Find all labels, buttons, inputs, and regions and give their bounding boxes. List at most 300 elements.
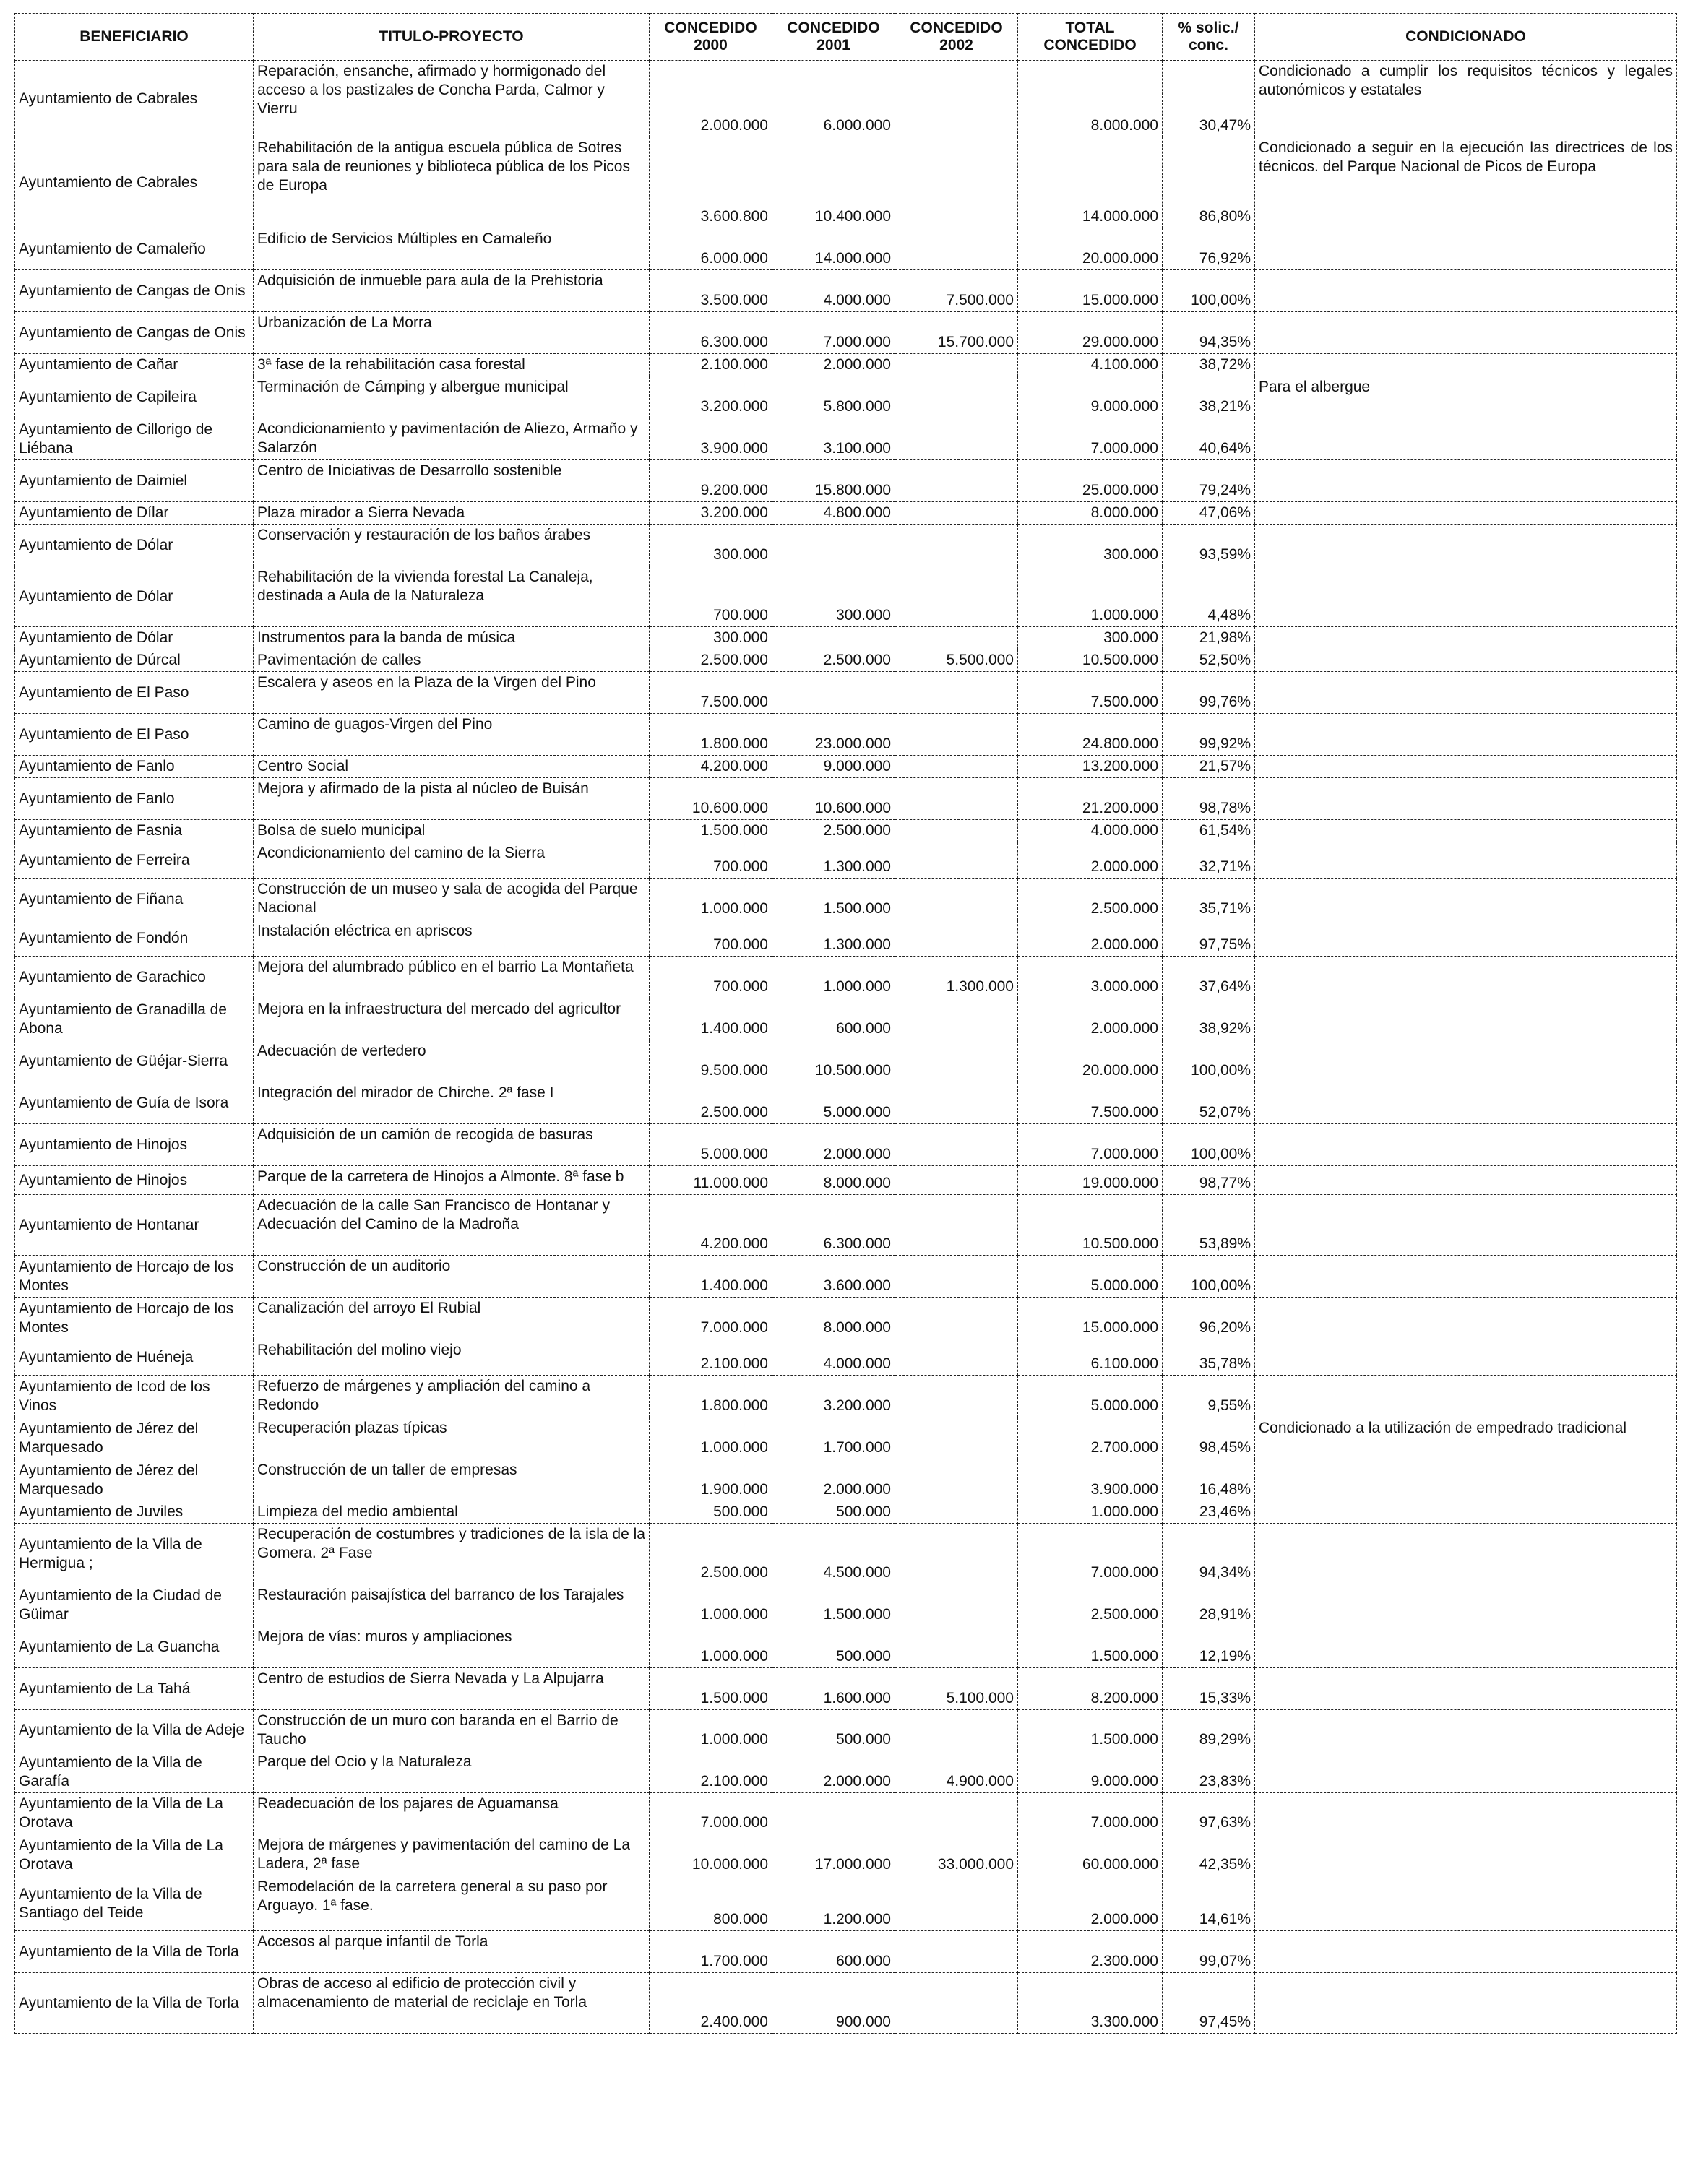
concedido-2001-cell: 1.500.000 [772, 879, 895, 920]
total-concedido-cell: 29.000.000 [1018, 312, 1163, 354]
project-title-cell: Remodelación de la carretera general a su paso por Arguayo. 1ª fase. [254, 1876, 650, 1931]
beneficiary-cell: Ayuntamiento de la Villa de Garafía [15, 1751, 254, 1793]
pct-solic-conc-cell: 21,57% [1163, 756, 1255, 778]
condicionado-cell [1255, 1668, 1677, 1710]
concedido-2002-cell [895, 1584, 1018, 1626]
condicionado-cell [1255, 820, 1677, 842]
pct-solic-conc-cell: 93,59% [1163, 525, 1255, 566]
total-concedido-cell: 1.000.000 [1018, 1501, 1163, 1524]
project-title-cell: Mejora y afirmado de la pista al núcleo de Buisán [254, 778, 650, 820]
concedido-2002-cell [895, 1793, 1018, 1834]
total-concedido-cell: 7.000.000 [1018, 1124, 1163, 1166]
condicionado-cell [1255, 1124, 1677, 1166]
concedido-2002-cell [895, 1501, 1018, 1524]
concedido-2002-cell: 1.300.000 [895, 957, 1018, 998]
concedido-2001-cell: 6.300.000 [772, 1195, 895, 1256]
beneficiary-cell: Ayuntamiento de Fanlo [15, 778, 254, 820]
total-concedido-cell: 2.000.000 [1018, 998, 1163, 1040]
pct-solic-conc-cell: 98,77% [1163, 1166, 1255, 1195]
pct-solic-conc-cell: 94,35% [1163, 312, 1255, 354]
beneficiary-cell: Ayuntamiento de la Ciudad de Güimar [15, 1584, 254, 1626]
table-row [15, 566, 1677, 627]
concedido-2001-cell: 500.000 [772, 1626, 895, 1668]
concedido-2002-cell: 4.900.000 [895, 1751, 1018, 1793]
beneficiary-cell: Ayuntamiento de Cillorigo de Liébana [15, 418, 254, 460]
pct-solic-conc-cell: 21,98% [1163, 627, 1255, 649]
concedido-2000-cell: 700.000 [650, 566, 772, 627]
total-concedido-cell: 15.000.000 [1018, 270, 1163, 312]
condicionado-cell [1255, 1973, 1677, 2034]
project-title-cell: Conservación y restauración de los baños árabes [254, 525, 650, 566]
project-title-cell: Centro de Iniciativas de Desarrollo sostenible [254, 460, 650, 502]
pct-solic-conc-cell: 38,92% [1163, 998, 1255, 1040]
table-row [15, 1524, 1677, 1584]
pct-solic-conc-cell: 9,55% [1163, 1376, 1255, 1417]
condicionado-cell [1255, 270, 1677, 312]
beneficiary-cell: Ayuntamiento de Cangas de Onis [15, 270, 254, 312]
table-row [15, 920, 1677, 957]
project-title-cell: Mejora de vías: muros y ampliaciones [254, 1626, 650, 1668]
project-title-cell: Rehabilitación del molino viejo [254, 1339, 650, 1376]
total-concedido-cell: 7.500.000 [1018, 1082, 1163, 1124]
pct-solic-conc-cell: 100,00% [1163, 1256, 1255, 1298]
project-title-cell: Mejora en la infraestructura del mercado del agricultor [254, 998, 650, 1040]
concedido-2001-cell: 5.000.000 [772, 1082, 895, 1124]
concedido-2001-cell: 2.000.000 [772, 354, 895, 376]
project-title-cell: Construcción de un muro con baranda en el Barrio de Taucho [254, 1710, 650, 1751]
table-row [15, 1124, 1677, 1166]
project-title-cell: Instalación eléctrica en apriscos [254, 920, 650, 957]
concedido-2001-cell: 4.500.000 [772, 1524, 895, 1584]
concedido-2002-cell [895, 61, 1018, 137]
table-row [15, 1834, 1677, 1876]
project-title-cell: Adquisición de inmueble para aula de la Prehistoria [254, 270, 650, 312]
document-page [14, 13, 1676, 2170]
concedido-2000-cell: 1.000.000 [650, 1584, 772, 1626]
total-concedido-cell: 21.200.000 [1018, 778, 1163, 820]
project-title-cell: Adquisición de un camión de recogida de basuras [254, 1124, 650, 1166]
pct-solic-conc-cell: 99,07% [1163, 1931, 1255, 1973]
total-concedido-cell: 9.000.000 [1018, 376, 1163, 418]
pct-solic-conc-cell: 42,35% [1163, 1834, 1255, 1876]
project-title-cell: Canalización del arroyo El Rubial [254, 1298, 650, 1339]
concedido-2000-cell: 3.200.000 [650, 502, 772, 525]
concedido-2002-cell [895, 672, 1018, 714]
beneficiary-cell: Ayuntamiento de Fiñana [15, 879, 254, 920]
project-title-cell: Acondicionamiento y pavimentación de Aliezo, Armaño y Salarzón [254, 418, 650, 460]
total-concedido-cell: 7.000.000 [1018, 418, 1163, 460]
project-title-cell: Instrumentos para la banda de música [254, 627, 650, 649]
concedido-2000-cell: 1.500.000 [650, 1668, 772, 1710]
pct-solic-conc-cell: 12,19% [1163, 1626, 1255, 1668]
concedido-2000-cell: 700.000 [650, 957, 772, 998]
concedido-2000-cell: 300.000 [650, 627, 772, 649]
condicionado-cell [1255, 649, 1677, 672]
concedido-2001-cell: 2.000.000 [772, 1459, 895, 1501]
concedido-2000-cell: 2.500.000 [650, 1082, 772, 1124]
total-concedido-cell: 5.000.000 [1018, 1256, 1163, 1298]
concedido-2002-cell [895, 1298, 1018, 1339]
beneficiary-cell: Ayuntamiento de Dílar [15, 502, 254, 525]
total-concedido-cell: 3.300.000 [1018, 1973, 1163, 2034]
table-row [15, 1668, 1677, 1710]
pct-solic-conc-cell: 38,72% [1163, 354, 1255, 376]
concedido-2001-cell: 500.000 [772, 1710, 895, 1751]
beneficiary-cell: Ayuntamiento de Jérez del Marquesado [15, 1459, 254, 1501]
project-title-cell: Construcción de un auditorio [254, 1256, 650, 1298]
pct-solic-conc-cell: 28,91% [1163, 1584, 1255, 1626]
table-row [15, 998, 1677, 1040]
concedido-2001-cell: 8.000.000 [772, 1166, 895, 1195]
total-concedido-cell: 8.000.000 [1018, 61, 1163, 137]
concedido-2002-cell [895, 137, 1018, 228]
condicionado-cell [1255, 1040, 1677, 1082]
pct-solic-conc-cell: 35,78% [1163, 1339, 1255, 1376]
table-row [15, 1459, 1677, 1501]
condicionado-cell [1255, 228, 1677, 270]
project-title-cell: Restauración paisajística del barranco de los Tarajales [254, 1584, 650, 1626]
concedido-2002-cell [895, 1417, 1018, 1459]
project-title-cell: Rehabilitación de la antigua escuela pública de Sotres para sala de reuniones y biblioteca pública de los Picos de Europa [254, 137, 650, 228]
project-title-cell: Edificio de Servicios Múltiples en Camaleño [254, 228, 650, 270]
concedido-2001-cell: 300.000 [772, 566, 895, 627]
concedido-2000-cell: 800.000 [650, 1876, 772, 1931]
total-concedido-cell: 1.000.000 [1018, 566, 1163, 627]
pct-solic-conc-cell: 97,45% [1163, 1973, 1255, 2034]
concedido-2002-cell: 7.500.000 [895, 270, 1018, 312]
pct-solic-conc-cell: 16,48% [1163, 1459, 1255, 1501]
total-concedido-cell: 25.000.000 [1018, 460, 1163, 502]
project-title-cell: Construcción de un taller de empresas [254, 1459, 650, 1501]
table-row [15, 1626, 1677, 1668]
project-title-cell: Integración del mirador de Chirche. 2ª fase I [254, 1082, 650, 1124]
concedido-2002-cell [895, 1166, 1018, 1195]
concedido-2002-cell [895, 820, 1018, 842]
project-title-cell: Accesos al parque infantil de Torla [254, 1931, 650, 1973]
condicionado-cell [1255, 1710, 1677, 1751]
concedido-2000-cell: 300.000 [650, 525, 772, 566]
total-concedido-cell: 2.500.000 [1018, 1584, 1163, 1626]
header-concedido-2001: CONCEDIDO 2001 [772, 14, 895, 61]
total-concedido-cell: 2.000.000 [1018, 920, 1163, 957]
table-row [15, 1298, 1677, 1339]
beneficiary-cell: Ayuntamiento de Granadilla de Abona [15, 998, 254, 1040]
condicionado-cell [1255, 1793, 1677, 1834]
project-title-cell: Reparación, ensanche, afirmado y hormigonado del acceso a los pastizales de Concha Parda, Calmor y Vierru [254, 61, 650, 137]
project-title-cell: Adecuación de la calle San Francisco de Hontanar y Adecuación del Camino de la Madroña [254, 1195, 650, 1256]
beneficiary-cell: Ayuntamiento de Icod de los Vinos [15, 1376, 254, 1417]
condicionado-cell [1255, 418, 1677, 460]
project-title-cell: Bolsa de suelo municipal [254, 820, 650, 842]
table-row [15, 1417, 1677, 1459]
concedido-2000-cell: 7.000.000 [650, 1298, 772, 1339]
concedido-2002-cell [895, 842, 1018, 879]
project-title-cell: Mejora de márgenes y pavimentación del camino de La Ladera, 2ª fase [254, 1834, 650, 1876]
concedido-2002-cell: 15.700.000 [895, 312, 1018, 354]
concedido-2001-cell: 4.800.000 [772, 502, 895, 525]
table-row [15, 627, 1677, 649]
condicionado-cell [1255, 998, 1677, 1040]
condicionado-cell: Condicionado a la utilización de empedrado tradicional [1255, 1417, 1677, 1459]
concedido-2001-cell: 3.100.000 [772, 418, 895, 460]
concedido-2002-cell [895, 566, 1018, 627]
table-body [15, 61, 1677, 2034]
beneficiary-cell: Ayuntamiento de Camaleño [15, 228, 254, 270]
concedido-2002-cell [895, 627, 1018, 649]
table-row [15, 820, 1677, 842]
condicionado-cell [1255, 312, 1677, 354]
table-row [15, 502, 1677, 525]
condicionado-cell [1255, 1166, 1677, 1195]
beneficiary-cell: Ayuntamiento de Juviles [15, 1501, 254, 1524]
beneficiary-cell: Ayuntamiento de Fondón [15, 920, 254, 957]
condicionado-cell [1255, 920, 1677, 957]
beneficiary-cell: Ayuntamiento de Horcajo de los Montes [15, 1298, 254, 1339]
total-concedido-cell: 1.500.000 [1018, 1626, 1163, 1668]
condicionado-cell [1255, 1524, 1677, 1584]
concedido-2002-cell [895, 228, 1018, 270]
condicionado-cell [1255, 460, 1677, 502]
concedido-2001-cell: 1.700.000 [772, 1417, 895, 1459]
table-row [15, 228, 1677, 270]
total-concedido-cell: 8.200.000 [1018, 1668, 1163, 1710]
concedido-2001-cell: 10.500.000 [772, 1040, 895, 1082]
total-concedido-cell: 300.000 [1018, 525, 1163, 566]
concedido-2000-cell: 4.200.000 [650, 1195, 772, 1256]
header-total-concedido: TOTAL CONCEDIDO [1018, 14, 1163, 61]
concedido-2002-cell [895, 502, 1018, 525]
table-row [15, 649, 1677, 672]
concedido-2000-cell: 1.800.000 [650, 1376, 772, 1417]
concedido-2000-cell: 10.000.000 [650, 1834, 772, 1876]
condicionado-cell [1255, 1082, 1677, 1124]
concedido-2000-cell: 1.000.000 [650, 1417, 772, 1459]
concedido-2000-cell: 6.000.000 [650, 228, 772, 270]
concedido-2002-cell [895, 525, 1018, 566]
condicionado-cell [1255, 1751, 1677, 1793]
total-concedido-cell: 7.000.000 [1018, 1524, 1163, 1584]
total-concedido-cell: 20.000.000 [1018, 228, 1163, 270]
condicionado-cell [1255, 1376, 1677, 1417]
concedido-2001-cell: 17.000.000 [772, 1834, 895, 1876]
concedido-2000-cell: 1.500.000 [650, 820, 772, 842]
project-title-cell: Terminación de Cámping y albergue municipal [254, 376, 650, 418]
table-row [15, 61, 1677, 137]
condicionado-cell [1255, 842, 1677, 879]
concedido-2000-cell: 3.500.000 [650, 270, 772, 312]
total-concedido-cell: 5.000.000 [1018, 1376, 1163, 1417]
concedido-2001-cell: 500.000 [772, 1501, 895, 1524]
concedido-2000-cell: 2.400.000 [650, 1973, 772, 2034]
beneficiary-cell: Ayuntamiento de Guía de Isora [15, 1082, 254, 1124]
header-titulo-proyecto: TITULO-PROYECTO [254, 14, 650, 61]
pct-solic-conc-cell: 61,54% [1163, 820, 1255, 842]
beneficiary-cell: Ayuntamiento de Hontanar [15, 1195, 254, 1256]
concedido-2000-cell: 2.500.000 [650, 649, 772, 672]
table-row [15, 1501, 1677, 1524]
concedido-2002-cell [895, 714, 1018, 756]
pct-solic-conc-cell: 94,34% [1163, 1524, 1255, 1584]
pct-solic-conc-cell: 37,64% [1163, 957, 1255, 998]
concedido-2002-cell [895, 998, 1018, 1040]
table-row [15, 957, 1677, 998]
pct-solic-conc-cell: 76,92% [1163, 228, 1255, 270]
pct-solic-conc-cell: 47,06% [1163, 502, 1255, 525]
concedido-2000-cell: 7.000.000 [650, 1793, 772, 1834]
concedido-2002-cell [895, 1124, 1018, 1166]
table-row [15, 842, 1677, 879]
concedido-2002-cell [895, 1524, 1018, 1584]
table-row [15, 460, 1677, 502]
project-title-cell: Adecuación de vertedero [254, 1040, 650, 1082]
concedido-2002-cell: 5.500.000 [895, 649, 1018, 672]
table-row [15, 672, 1677, 714]
table-row [15, 1710, 1677, 1751]
total-concedido-cell: 1.500.000 [1018, 1710, 1163, 1751]
total-concedido-cell: 8.000.000 [1018, 502, 1163, 525]
condicionado-cell: Condicionado a seguir en la ejecución las directrices de los técnicos. del Parque Nacional de Picos de Europa [1255, 137, 1677, 228]
table-row [15, 1973, 1677, 2034]
concedido-2002-cell: 33.000.000 [895, 1834, 1018, 1876]
concedido-2000-cell: 1.400.000 [650, 1256, 772, 1298]
concedido-2001-cell: 6.000.000 [772, 61, 895, 137]
concedido-2001-cell: 14.000.000 [772, 228, 895, 270]
beneficiary-cell: Ayuntamiento de El Paso [15, 672, 254, 714]
condicionado-cell [1255, 525, 1677, 566]
table-row [15, 1195, 1677, 1256]
table-row [15, 756, 1677, 778]
project-title-cell: Readecuación de los pajares de Aguamansa [254, 1793, 650, 1834]
condicionado-cell [1255, 1298, 1677, 1339]
concedido-2000-cell: 1.000.000 [650, 1710, 772, 1751]
concedido-2001-cell: 1.200.000 [772, 1876, 895, 1931]
table-row [15, 1256, 1677, 1298]
concedido-2001-cell: 10.600.000 [772, 778, 895, 820]
pct-solic-conc-cell: 99,92% [1163, 714, 1255, 756]
condicionado-cell [1255, 714, 1677, 756]
concedido-2000-cell: 7.500.000 [650, 672, 772, 714]
concedido-2001-cell [772, 1793, 895, 1834]
concedido-2002-cell [895, 1376, 1018, 1417]
beneficiary-cell: Ayuntamiento de Huéneja [15, 1339, 254, 1376]
project-title-cell: Camino de guagos-Virgen del Pino [254, 714, 650, 756]
concedido-2000-cell: 700.000 [650, 842, 772, 879]
pct-solic-conc-cell: 14,61% [1163, 1876, 1255, 1931]
table-row [15, 137, 1677, 228]
condicionado-cell: Para el albergue [1255, 376, 1677, 418]
concedido-2001-cell: 10.400.000 [772, 137, 895, 228]
concedido-2001-cell: 600.000 [772, 1931, 895, 1973]
beneficiary-cell: Ayuntamiento de la Villa de Hermigua ; [15, 1524, 254, 1584]
project-title-cell: Parque de la carretera de Hinojos a Almonte. 8ª fase b [254, 1166, 650, 1195]
project-title-cell: Mejora del alumbrado público en el barrio La Montañeta [254, 957, 650, 998]
concedido-2000-cell: 1.000.000 [650, 1626, 772, 1668]
pct-solic-conc-cell: 23,46% [1163, 1501, 1255, 1524]
header-pct-solic-conc: % solic./ conc. [1163, 14, 1255, 61]
condicionado-cell [1255, 957, 1677, 998]
beneficiary-cell: Ayuntamiento de Capileira [15, 376, 254, 418]
condicionado-cell [1255, 1876, 1677, 1931]
pct-solic-conc-cell: 4,48% [1163, 566, 1255, 627]
concedido-2000-cell: 3.600.800 [650, 137, 772, 228]
concedido-2001-cell [772, 672, 895, 714]
concedido-2000-cell: 1.400.000 [650, 998, 772, 1040]
concedido-2002-cell [895, 1626, 1018, 1668]
project-title-cell: Recuperación de costumbres y tradiciones de la isla de la Gomera. 2ª Fase [254, 1524, 650, 1584]
concedido-2000-cell: 1.800.000 [650, 714, 772, 756]
condicionado-cell [1255, 566, 1677, 627]
condicionado-cell [1255, 778, 1677, 820]
pct-solic-conc-cell: 97,63% [1163, 1793, 1255, 1834]
beneficiary-cell: Ayuntamiento de Hinojos [15, 1166, 254, 1195]
total-concedido-cell: 13.200.000 [1018, 756, 1163, 778]
project-title-cell: Escalera y aseos en la Plaza de la Virgen del Pino [254, 672, 650, 714]
total-concedido-cell: 300.000 [1018, 627, 1163, 649]
concedido-2000-cell: 2.100.000 [650, 354, 772, 376]
table-row [15, 1166, 1677, 1195]
concedido-2002-cell [895, 778, 1018, 820]
project-title-cell: Urbanización de La Morra [254, 312, 650, 354]
concedido-2002-cell [895, 418, 1018, 460]
project-title-cell: Limpieza del medio ambiental [254, 1501, 650, 1524]
table-row [15, 376, 1677, 418]
grants-table [14, 13, 1677, 2034]
table-row [15, 354, 1677, 376]
beneficiary-cell: Ayuntamiento de Güéjar-Sierra [15, 1040, 254, 1082]
total-concedido-cell: 24.800.000 [1018, 714, 1163, 756]
project-title-cell: Rehabilitación de la vivienda forestal La Canaleja, destinada a Aula de la Naturaleza [254, 566, 650, 627]
header-condicionado: CONDICIONADO [1255, 14, 1677, 61]
condicionado-cell [1255, 1626, 1677, 1668]
concedido-2001-cell: 2.000.000 [772, 1751, 895, 1793]
total-concedido-cell: 10.500.000 [1018, 649, 1163, 672]
condicionado-cell [1255, 502, 1677, 525]
pct-solic-conc-cell: 32,71% [1163, 842, 1255, 879]
beneficiary-cell: Ayuntamiento de Cabrales [15, 61, 254, 137]
beneficiary-cell: Ayuntamiento de la Villa de La Orotava [15, 1834, 254, 1876]
concedido-2000-cell: 500.000 [650, 1501, 772, 1524]
condicionado-cell [1255, 627, 1677, 649]
condicionado-cell [1255, 1501, 1677, 1524]
total-concedido-cell: 15.000.000 [1018, 1298, 1163, 1339]
total-concedido-cell: 2.300.000 [1018, 1931, 1163, 1973]
table-row [15, 1584, 1677, 1626]
header-concedido-2002: CONCEDIDO 2002 [895, 14, 1018, 61]
concedido-2001-cell: 9.000.000 [772, 756, 895, 778]
total-concedido-cell: 7.000.000 [1018, 1793, 1163, 1834]
beneficiary-cell: Ayuntamiento de La Tahá [15, 1668, 254, 1710]
concedido-2001-cell: 2.000.000 [772, 1124, 895, 1166]
table-row [15, 1082, 1677, 1124]
concedido-2000-cell: 9.500.000 [650, 1040, 772, 1082]
total-concedido-cell: 3.900.000 [1018, 1459, 1163, 1501]
concedido-2002-cell [895, 756, 1018, 778]
pct-solic-conc-cell: 52,07% [1163, 1082, 1255, 1124]
beneficiary-cell: Ayuntamiento de Jérez del Marquesado [15, 1417, 254, 1459]
project-title-cell: Pavimentación de calles [254, 649, 650, 672]
table-row [15, 1793, 1677, 1834]
total-concedido-cell: 19.000.000 [1018, 1166, 1163, 1195]
beneficiary-cell: Ayuntamiento de Horcajo de los Montes [15, 1256, 254, 1298]
concedido-2001-cell: 4.000.000 [772, 270, 895, 312]
total-concedido-cell: 2.700.000 [1018, 1417, 1163, 1459]
pct-solic-conc-cell: 30,47% [1163, 61, 1255, 137]
beneficiary-cell: Ayuntamiento de Dólar [15, 525, 254, 566]
concedido-2000-cell: 1.700.000 [650, 1931, 772, 1973]
pct-solic-conc-cell: 35,71% [1163, 879, 1255, 920]
concedido-2000-cell: 5.000.000 [650, 1124, 772, 1166]
condicionado-cell [1255, 879, 1677, 920]
